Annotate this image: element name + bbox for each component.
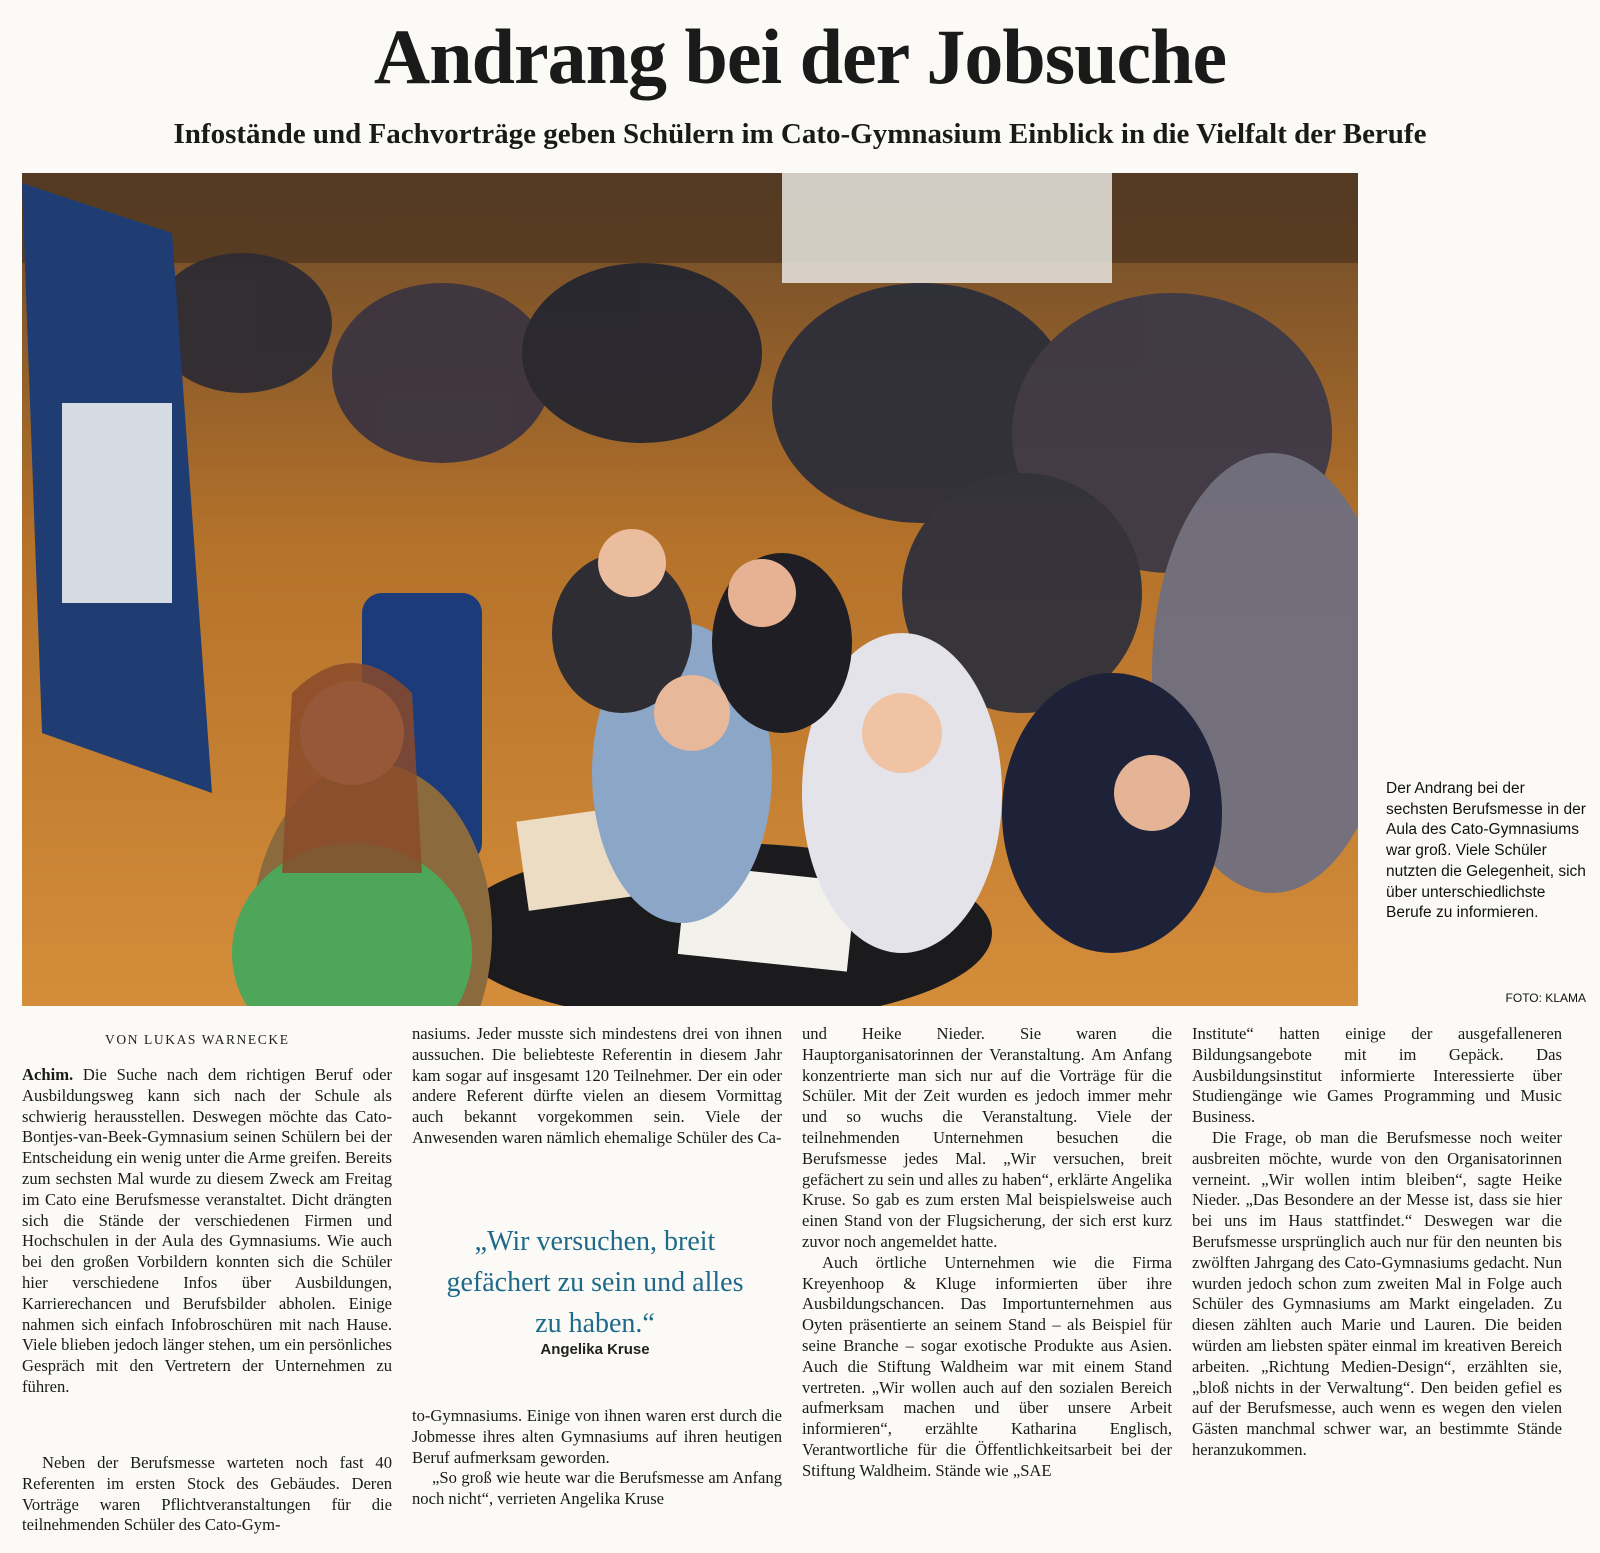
paragraph: to-Gymnasiums. Einige von ihnen waren erst durch die Jobmesse ihres alten Gymnasiums auf ihren heutigen Beruf aufmerksam geworden. <box>412 1406 782 1467</box>
text-column-4 <box>1192 1024 1562 1461</box>
paragraph: Neben der Berufsmesse warteten noch fast 40 Referenten im ersten Stock des Gebäudes. Deren Vorträge waren Pflichtveranstaltungen für die teilnehmenden Schüler des Cato-Gym- <box>22 1453 392 1535</box>
photo-caption: Der Andrang bei der sechsten Berufsmesse in der Aula des Cato-Gymnasiums war groß. Viele Schüler nutzten die Gelegenheit, sich über unterschiedlichste Berufe zu informieren. <box>1386 780 1586 922</box>
article-headline: Andrang bei der Jobsuche <box>373 13 1227 100</box>
pull-quote-author: Angelika Kruse <box>540 1341 650 1358</box>
paragraph <box>22 1065 392 1398</box>
text-column-2 <box>412 1024 782 1149</box>
paragraph: Auch örtliche Unternehmen wie die Firma Kreyenhoop & Kluge informierten über ihre Ausbildungschancen. Das Importunternehmen aus Oyten präsentierte an seinem Stand – als Beispiel für seine Branche – sogar exotische Produkte aus Asien. Auch die Stiftung Waldheim war mit einem Stand vertreten. „Wir wollen auch auf den sozialen Bereich aufmerksam machen und über unsere Arbeit informieren“, erzählte Katharina Englisch, Verantwortliche für die Öffentlichkeitsarbeit bei der Stiftung Waldheim. Stände wie „SAE <box>802 1252 1172 1480</box>
text-column-2-bottom <box>412 1406 782 1510</box>
paragraph: und Heike Nieder. Sie waren die Hauptorganisatorinnen der Veranstaltung. Am Anfang konzentrierte man sich nur auf die Vorträge für die Schüler. Mit der Zeit wurden es jedoch immer mehr und so wuchs die Veranstaltung. Viele der teilnehmenden Unternehmen besuchen die Berufsmesse jedes Mal. „Wir versuchen, breit gefächert zu sein und alles zu haben“, erklärte Angelika Kruse. So gab es zum ersten Mal beispielsweise auch einen Stand von der Flugsicherung, der sich erst kurz zuvor noch angemeldet hatte. <box>802 1024 1172 1251</box>
photo-credit: FOTO: KLAMA <box>1505 991 1586 1005</box>
paragraph: „So groß wie heute war die Berufsmesse am Anfang noch nicht“, verrieten Angelika Kruse <box>412 1468 782 1509</box>
photo-illustration <box>22 173 1358 1006</box>
paragraph-text: Die Suche nach dem richtigen Beruf oder Ausbildungsweg kann sich nach der Schule als schwierig herausstellen. Deswegen möchte das Cato-Bontjes-van-Beek-Gymnasium seinen Schülern bei der Entscheidung ein wenig unter die Arme greifen. Bereits zum sechsten Mal wurde zu diesem Zweck am Freitag im Cato eine Berufsmesse veranstaltet. Dicht drängten sich die Stände der verschiedenen Firmen und Hochschulen in der Aula des Gymnasiums. Wie auch bei den großen Vorbildern konnten sich die Schüler hier verschiedene Infos über Ausbildungen, Karrierechancen und Berufsbilder abholen. Einige nahmen sich einfach Infobroschüren mit nach Hause. Viele blieben jedoch länger stehen, um ein persönliches Gespräch mit den Vertretern der Unternehmen zu führen. <box>22 1065 392 1396</box>
pull-quote: „Wir versuchen, breit gefächert zu sein und alles zu haben.“ <box>446 1226 744 1339</box>
text-column-1-end <box>22 1453 392 1536</box>
paragraph: nasiums. Jeder musste sich mindestens drei von ihnen aussuchen. Die beliebteste Referentin in diesem Jahr kam sogar auf insgesamt 120 Teilnehmer. Der ein oder andere Referent dürfte vielen an diesem Vormittag auch bekannt vorgekommen sein. Viele der Anwesenden waren nämlich ehemalige Schüler des Ca- <box>412 1024 782 1147</box>
paragraph: Die Frage, ob man die Berufsmesse noch weiter ausbreiten möchte, wurde von den Organisatorinnen verneint. „Wir wollen intim bleiben“, sagte Heike Nieder. „Das Besondere an der Messe ist, dass sie hier bei uns im Haus stattfindet.“ Deswegen war die Berufsmesse ursprünglich auch nur für den neunten bis zwölften Jahrgang des Cato-Gymnasiums gedacht. Nun wurden jedoch schon zum zweiten Mal in Folge auch Schüler des Gymnasiums am Markt eingeladen. Zu diesen zählten auch Marie und Lauren. Die beiden würden am liebsten später einmal im kreativen Bereich arbeiten. „Richtung Medien-Design“, erzählten sie, „bloß nichts in der Verwaltung“. Den beiden gefiel es auf der Berufsmesse, auch wenn es wegen den vielen Gästen manchmal schwer war, an bestimmte Stände heranzukommen. <box>1192 1127 1562 1459</box>
article-photo <box>22 173 1358 1006</box>
article-subheadline: Infostände und Fachvorträge geben Schülern im Cato-Gymnasium Einblick in die Vielfalt der Berufe <box>173 118 1427 150</box>
text-column-1 <box>22 1065 392 1398</box>
byline: VON LUKAS WARNECKE <box>105 1032 290 1047</box>
paragraph: Institute“ hatten einige der ausgefalleneren Bildungsangebote mit im Gepäck. Das Ausbildungsinstitut informierte Interessierte über Studiengänge wie Games Programming und Music Business. <box>1192 1024 1562 1127</box>
dateline: Achim. <box>22 1065 74 1084</box>
text-column-3 <box>802 1024 1172 1482</box>
